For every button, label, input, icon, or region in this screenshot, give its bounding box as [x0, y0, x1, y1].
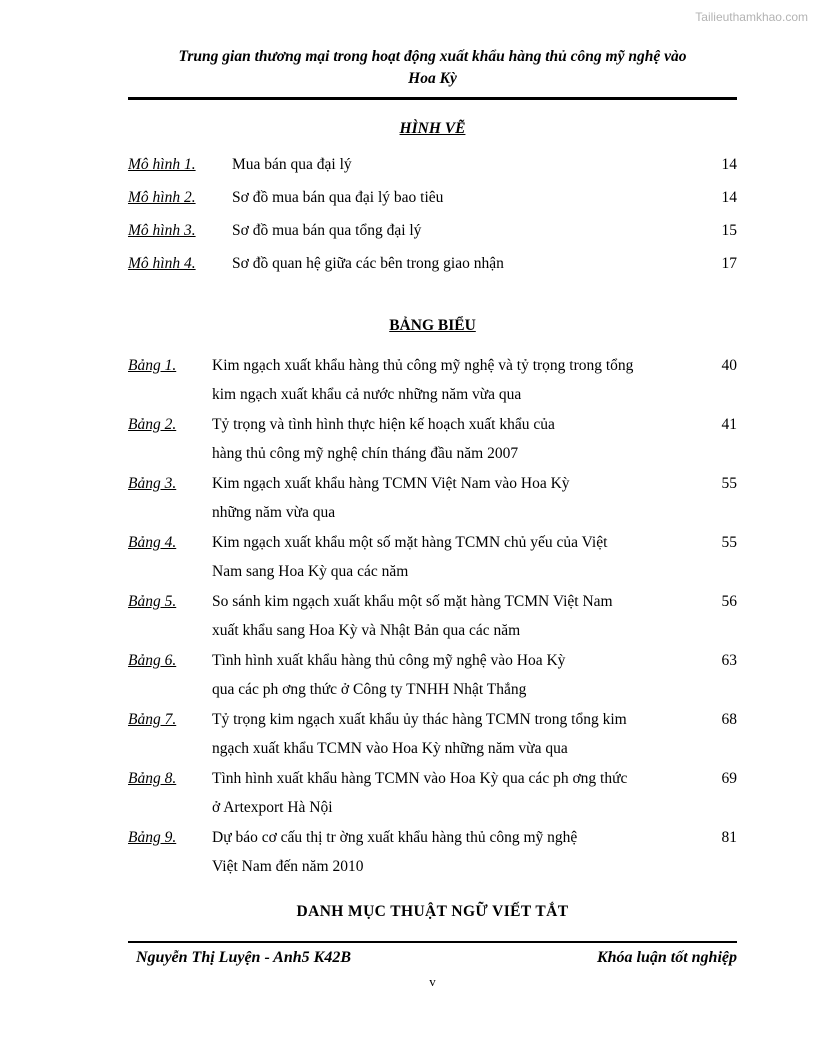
- abbreviations-heading: DANH MỤC THUẬT NGỮ VIẾT TẮT: [296, 903, 569, 920]
- figures-list: [128, 154, 737, 275]
- list-item: [128, 705, 737, 763]
- entry-page-number: 55: [721, 475, 737, 492]
- entry-label: Bảng 1.: [128, 357, 177, 374]
- entry-text: Tỷ trọng và tình hình thực hiện kế hoạch xuất khẩu của hàng thủ công mỹ nghệ chín tháng đầu năm 2007: [212, 416, 555, 462]
- entry-page-number: 41: [721, 416, 737, 433]
- entry-label: Bảng 4.: [128, 534, 177, 551]
- entry-label: Mô hình 4.: [128, 255, 196, 272]
- entry-label: Bảng 9.: [128, 829, 177, 846]
- entry-page-number: 14: [721, 189, 737, 206]
- entry-page-number: 14: [721, 156, 737, 173]
- footer-thesis-label: Khóa luận tốt nghiệp: [596, 949, 737, 966]
- tables-list: [128, 351, 737, 881]
- entry-page-number: 63: [721, 652, 737, 669]
- entry-text: Sơ đồ mua bán qua tổng đại lý: [232, 222, 422, 239]
- list-item: [128, 154, 737, 176]
- entry-text: So sánh kim ngạch xuất khẩu một số mặt hàng TCMN Việt Nam xuất khẩu sang Hoa Kỳ và Nhật Bản qua các năm: [212, 593, 613, 639]
- entry-label: Bảng 2.: [128, 416, 177, 433]
- list-item: [128, 646, 737, 704]
- entry-page-number: 55: [721, 534, 737, 551]
- list-item: [128, 220, 737, 242]
- list-item: [128, 253, 737, 275]
- entry-text: Tình hình xuất khẩu hàng thủ công mỹ nghệ vào Hoa Kỳ qua các ph ơng thức ở Công ty TNHH Nhật Thắng: [212, 652, 566, 698]
- entry-label: Mô hình 1.: [128, 156, 196, 173]
- entry-text: Kim ngạch xuất khẩu một số mặt hàng TCMN chủ yếu của Việt Nam sang Hoa Kỳ qua các năm: [212, 534, 608, 580]
- list-item: [128, 764, 737, 822]
- page-number: v: [429, 974, 436, 989]
- entry-page-number: 15: [721, 222, 737, 239]
- entry-page-number: 17: [721, 255, 737, 272]
- entry-text: Sơ đồ quan hệ giữa các bên trong giao nhận: [232, 255, 504, 272]
- page-footer: [128, 941, 737, 967]
- footer-author: Nguyễn Thị Luyện - Anh5 K42B: [136, 949, 351, 966]
- entry-page-number: 40: [721, 357, 737, 374]
- tables-section-title: BẢNG BIỂU: [389, 317, 476, 334]
- figures-section-title: HÌNH VẼ: [399, 120, 466, 137]
- list-item: [128, 823, 737, 881]
- entry-text: Dự báo cơ cấu thị tr ờng xuất khẩu hàng thủ công mỹ nghệ Việt Nam đến năm 2010: [212, 829, 578, 875]
- list-item: [128, 187, 737, 209]
- entry-text: Tỷ trọng kim ngạch xuất khẩu ủy thác hàng TCMN trong tổng kim ngạch xuất khẩu TCMN vào Hoa Kỳ những năm vừa qua: [212, 711, 627, 757]
- entry-page-number: 81: [721, 829, 737, 846]
- entry-text: Mua bán qua đại lý: [232, 156, 352, 173]
- site-watermark: Tailieuthamkhao.com: [695, 10, 808, 24]
- entry-label: Bảng 6.: [128, 652, 177, 669]
- entry-label: Bảng 5.: [128, 593, 177, 610]
- running-header-line1: Trung gian thương mại trong hoạt động xuất khẩu hàng thủ công mỹ nghệ vào: [178, 48, 687, 65]
- running-header: [128, 46, 737, 90]
- list-item: [128, 469, 737, 527]
- header-rule: [128, 97, 737, 100]
- list-item: [128, 528, 737, 586]
- entry-text: Kim ngạch xuất khẩu hàng thủ công mỹ nghệ và tỷ trọng trong tổng kim ngạch xuất khẩu cả nước những năm vừa qua: [212, 357, 634, 403]
- entry-label: Bảng 7.: [128, 711, 177, 728]
- entry-page-number: 69: [721, 770, 737, 787]
- entry-page-number: 68: [721, 711, 737, 728]
- list-item: [128, 410, 737, 468]
- entry-text: Tình hình xuất khẩu hàng TCMN vào Hoa Kỳ qua các ph ơng thức ở Artexport Hà Nội: [212, 770, 628, 816]
- running-header-line2: Hoa Kỳ: [408, 70, 457, 87]
- entry-label: Mô hình 2.: [128, 189, 196, 206]
- entry-page-number: 56: [721, 593, 737, 610]
- entry-text: Kim ngạch xuất khẩu hàng TCMN Việt Nam vào Hoa Kỳ những năm vừa qua: [212, 475, 570, 521]
- list-item: [128, 351, 737, 409]
- entry-label: Bảng 8.: [128, 770, 177, 787]
- entry-label: Bảng 3.: [128, 475, 177, 492]
- entry-text: Sơ đồ mua bán qua đại lý bao tiêu: [232, 189, 444, 206]
- list-item: [128, 587, 737, 645]
- entry-label: Mô hình 3.: [128, 222, 196, 239]
